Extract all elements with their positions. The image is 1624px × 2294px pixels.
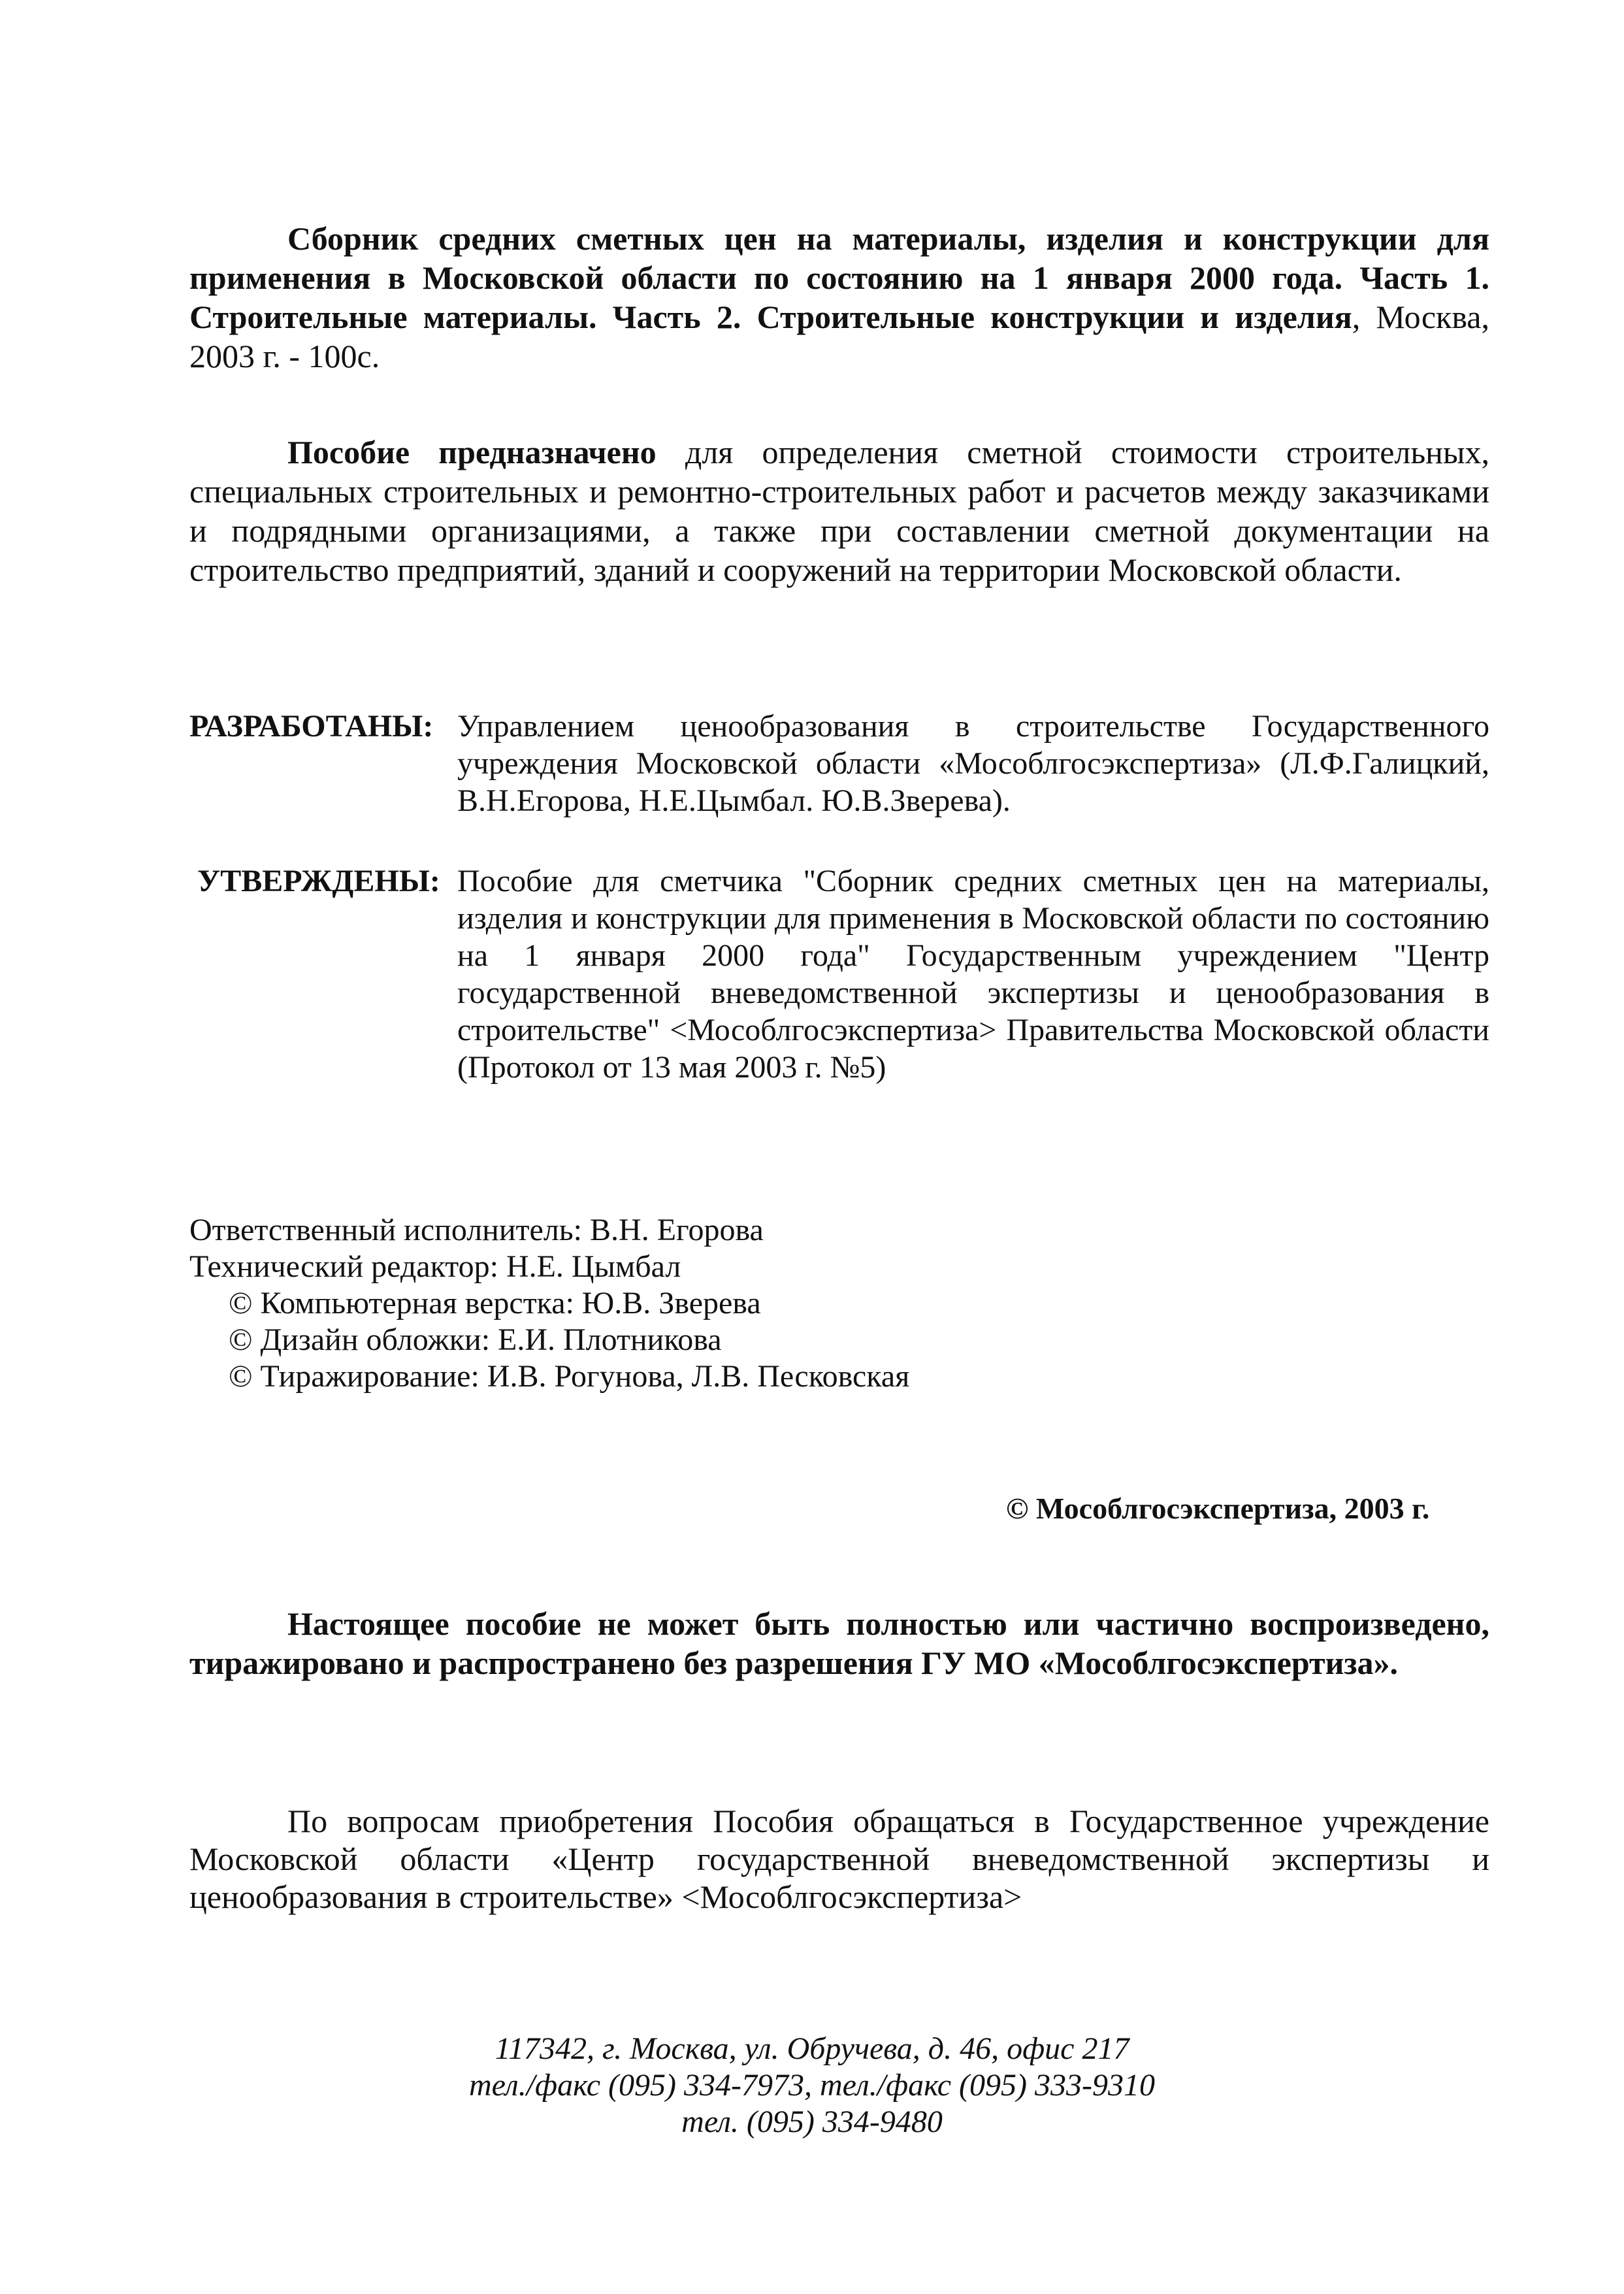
address-block [0,2031,1624,2140]
purpose-paragraph [189,433,1489,589]
title-rest: , Москва, 2003 г. - 100с. [189,299,1489,374]
phone-fax-line: тел./факс (095) 334-7973, тел./факс (095) 333-9310 [469,2068,1155,2103]
purpose-text: для определения сметной стоимости строительных, специальных строительных и ремонтно-строительных работ и расчетов между заказчиками и подрядными организациями, а также при составлении сметной документации на строительство предприятий, зданий и сооружений на территории Московской области. [189,434,1489,588]
credit-line-printing: © Тиражирование: И.В. Рогунова, Л.В. Песковская [229,1359,910,1394]
developed-text: Управлением ценообразования в строительстве Государственного учреждения Московской области «Мособлгосэкспертиза» (Л.Ф.Галицкий, В.Н.Егорова, Н.Е.Цымбал. Ю.В.Зверева). [457,709,1489,818]
reproduction-notice: Настоящее пособие не может быть полностью или частично воспроизведено, тиражировано и распространено без разрешения ГУ МО «Мособлгосэкспертиза». [189,1605,1489,1681]
approved-text: Пособие для сметчика "Сборник средних сметных цен на материалы, изделия и конструкции для применения в Московской области по состоянию на 1 января 2000 года" Государственным учреждением "Центр государственной вневедомственной экспертизы и ценообразования в строительстве" <Мособлгосэкспертиза> Правительства Московской области (Протокол от 13 мая 2003 г. №5) [457,864,1489,1085]
contact-paragraph: По вопросам приобретения Пособия обращаться в Государственное учреждение Московской области «Центр государственной вневедомственной экспертизы и ценообразования в строительстве» <Мособлгосэкспертиза> [189,1803,1489,1915]
credit-line-layout: © Компьютерная верстка: Ю.В. Зверева [229,1286,761,1320]
credit-line-editor: Технический редактор: Н.Е. Цымбал [189,1249,681,1284]
credit-line-cover: © Дизайн обложки: Е.И. Плотникова [229,1322,722,1357]
developed-section [189,708,1489,819]
bibliographic-title [189,219,1489,376]
copyright-notice: © Мособлгосэкспертиза, 2003 г. [1006,1492,1430,1525]
title-bold: Сборник средних сметных цен на материалы, изделия и конструкции для применения в Московской области по состоянию на 1 января 2000 года. Часть 1. Строительные материалы. Часть 2. Строительные конструкции и изделия [189,220,1489,335]
credits-list [189,1212,909,1395]
purpose-lead: Пособие предназначено [287,434,657,470]
phone-line: тел. (095) 334-9480 [681,2105,943,2139]
approved-section [189,862,1489,1086]
address-line: 117342, г. Москва, ул. Обручева, д. 46, офис 217 [495,2031,1129,2066]
credit-line-executor: Ответственный исполнитель: В.Н. Егорова [189,1213,764,1247]
developed-label: РАЗРАБОТАНЫ: [189,709,434,744]
approved-label: УТВЕРЖДЕНЫ: [197,864,440,898]
